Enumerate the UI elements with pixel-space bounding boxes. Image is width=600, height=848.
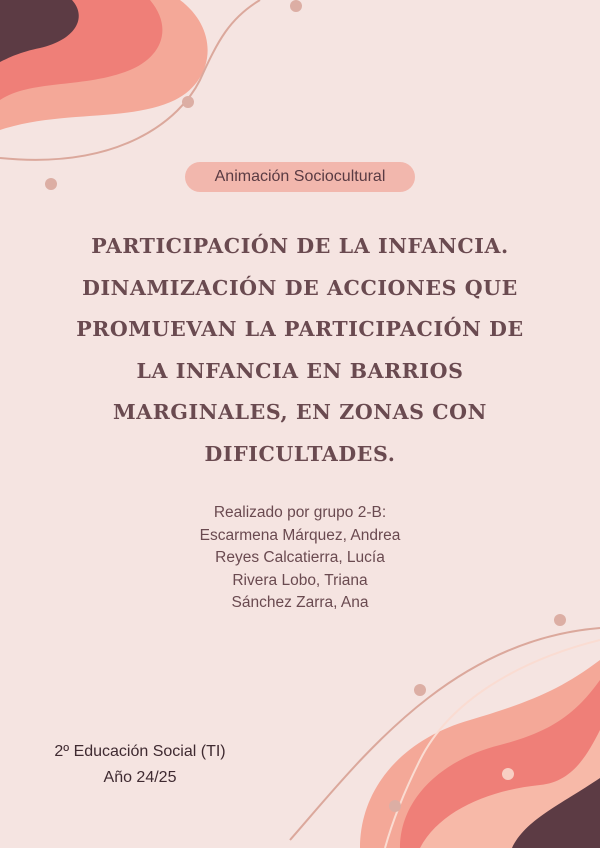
title-line: PARTICIPACIÓN DE LA INFANCIA. xyxy=(91,234,509,258)
dot xyxy=(414,684,426,696)
author-name: Rivera Lobo, Triana xyxy=(232,571,368,589)
dot xyxy=(554,614,566,626)
title-line: PROMUEVAN LA PARTICIPACIÓN DE xyxy=(76,317,524,341)
dot xyxy=(45,178,57,190)
dot xyxy=(502,768,514,780)
authors-block xyxy=(150,502,450,615)
subject-badge: Animación Sociocultural xyxy=(185,162,415,192)
title-line: MARGINALES, EN ZONAS CON xyxy=(113,400,487,424)
title-line: LA INFANCIA EN BARRIOS xyxy=(136,358,464,383)
dot xyxy=(389,800,401,812)
author-name: Reyes Calcatierra, Lucía xyxy=(215,549,385,566)
title-line: DINAMIZACIÓN DE ACCIONES QUE xyxy=(82,275,518,300)
academic-year: Año 24/25 xyxy=(103,769,177,786)
author-name: Sánchez Zarra, Ana xyxy=(231,594,369,611)
authors-intro: Realizado por grupo 2-B: xyxy=(213,504,387,521)
course-label: 2º Educación Social (TI) xyxy=(54,743,226,760)
document-title xyxy=(40,226,560,475)
title-line: DIFICULTADES. xyxy=(204,441,396,466)
dot xyxy=(290,0,302,12)
dot xyxy=(182,96,194,108)
author-name: Escarmena Márquez, Andrea xyxy=(199,526,401,544)
course-info xyxy=(30,739,250,791)
